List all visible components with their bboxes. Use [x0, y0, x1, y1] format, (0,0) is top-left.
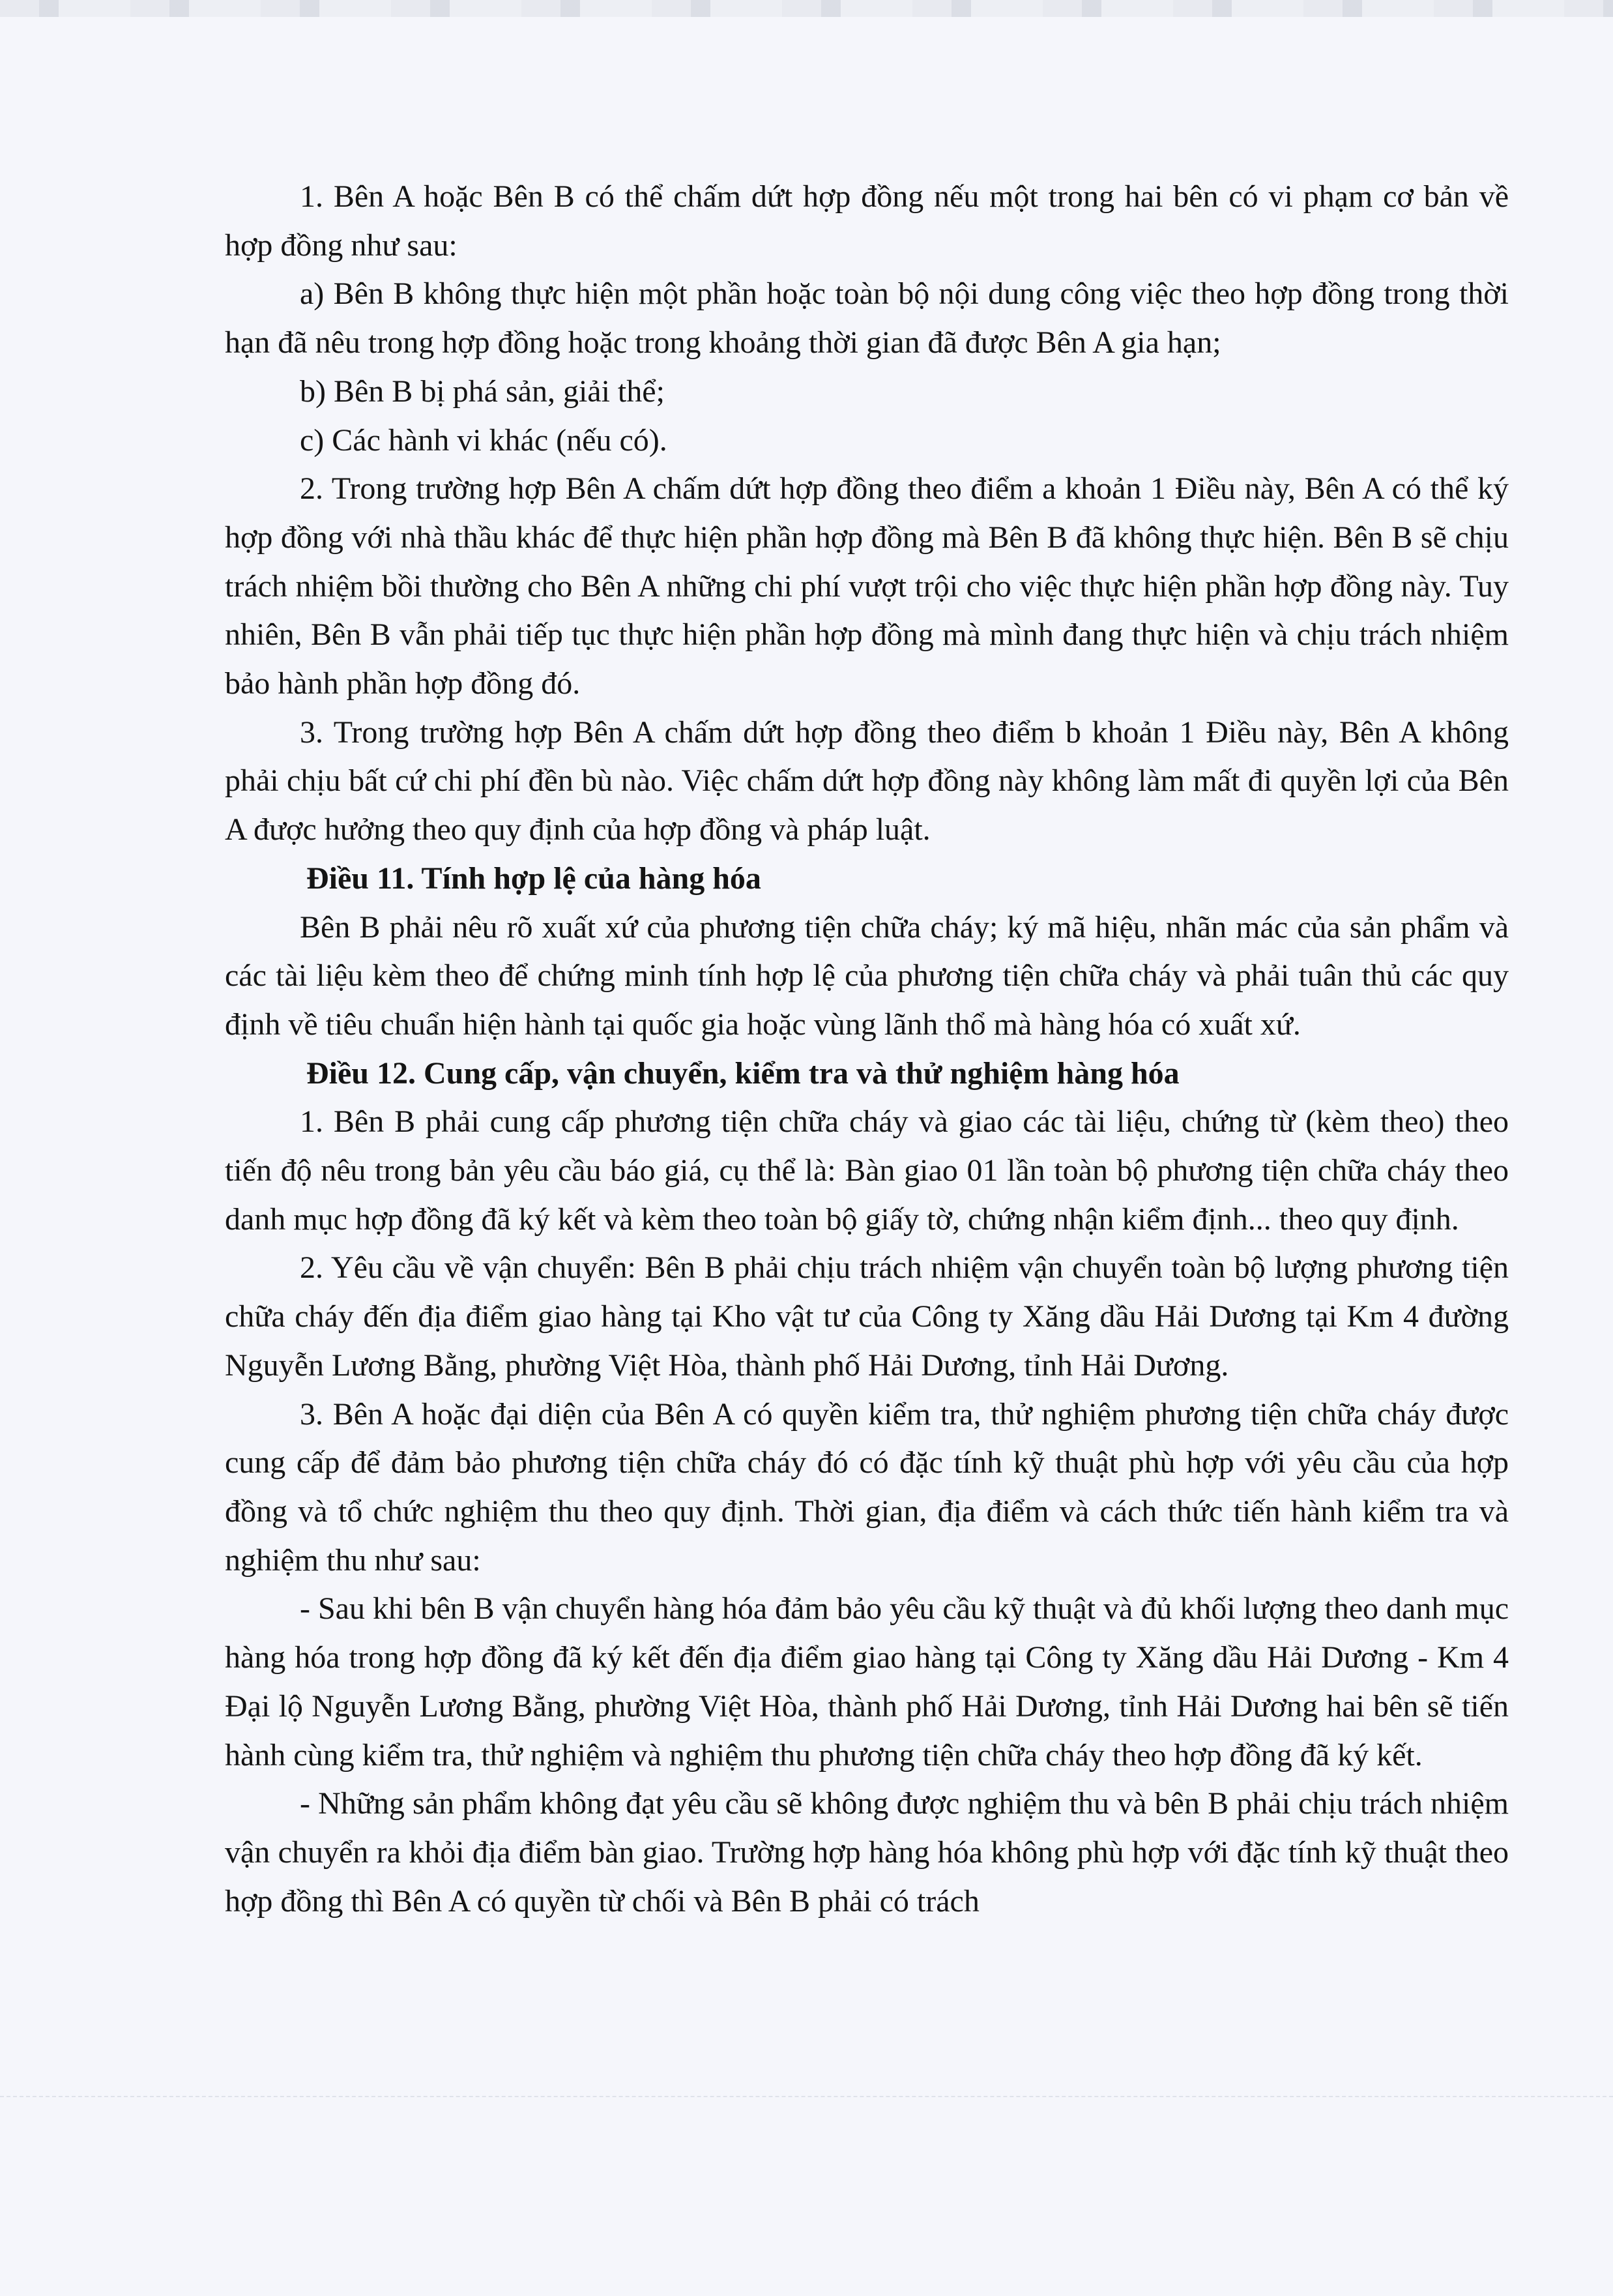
- article-heading: Điều 12. Cung cấp, vận chuyển, kiểm tra và thử nghiệm hàng hóa: [306, 1055, 1180, 1091]
- list-item: c) Các hành vi khác (nếu có).: [300, 422, 667, 458]
- paragraph: 1. Bên B phải cung cấp phương tiện chữa cháy và giao các tài liệu, chứng từ (kèm theo) theo tiến độ nêu trong bản yêu cầu báo giá, cụ thể là: Bàn giao 01 lần toàn bộ phương tiện chữa cháy theo danh mục hợp đồng đã ký kết và kèm theo toàn bộ giấy tờ, chứng nhận kiểm định... theo quy định.: [225, 1104, 1509, 1237]
- paragraph: 2. Yêu cầu về vận chuyển: Bên B phải chịu trách nhiệm vận chuyển toàn bộ lượng phương tiện chữa cháy đến địa điểm giao hàng tại Kho vật tư của Công ty Xăng dầu Hải Dương tại Km 4 đường Nguyễn Lương Bằng, phường Việt Hòa, thành phố Hải Dương, tỉnh Hải Dương.: [225, 1250, 1509, 1383]
- paragraph: 2. Trong trường hợp Bên A chấm dứt hợp đồng theo điểm a khoản 1 Điều này, Bên A có thể ký hợp đồng với nhà thầu khác để thực hiện phần hợp đồng mà Bên B đã không thực hiện. Bên B sẽ chịu trách nhiệm bồi thường cho Bên A những chi phí vượt trội cho việc thực hiện phần hợp đồng này. Tuy nhiên, Bên B vẫn phải tiếp tục thực hiện phần hợp đồng mà mình đang thực hiện và chịu trách nhiệm bảo hành phần hợp đồng đó.: [225, 471, 1509, 701]
- paragraph: 1. Bên A hoặc Bên B có thể chấm dứt hợp đồng nếu một trong hai bên có vi phạm cơ bản về hợp đồng như sau:: [225, 179, 1509, 263]
- scan-bottom-edge: [0, 2096, 1613, 2102]
- list-item: b) Bên B bị phá sản, giải thể;: [300, 374, 665, 409]
- paragraph: - Sau khi bên B vận chuyển hàng hóa đảm bảo yêu cầu kỹ thuật và đủ khối lượng theo danh mục hàng hóa trong hợp đồng đã ký kết đến địa điểm giao hàng tại Công ty Xăng dầu Hải Dương - Km 4 Đại lộ Nguyễn Lương Bằng, phường Việt Hòa, thành phố Hải Dương, tỉnh Hải Dương hai bên sẽ tiến hành cùng kiểm tra, thử nghiệm và nghiệm thu phương tiện chữa cháy theo hợp đồng đã ký kết.: [225, 1591, 1509, 1773]
- document-body: [225, 173, 1509, 1926]
- paragraph: - Những sản phẩm không đạt yêu cầu sẽ không được nghiệm thu và bên B phải chịu trách nhiệm vận chuyển ra khỏi địa điểm bàn giao. Trường hợp hàng hóa không phù hợp với đặc tính kỹ thuật theo hợp đồng thì Bên A có quyền từ chối và Bên B phải có trách: [225, 1786, 1509, 1919]
- paragraph: 3. Trong trường hợp Bên A chấm dứt hợp đồng theo điểm b khoản 1 Điều này, Bên A không phải chịu bất cứ chi phí đền bù nào. Việc chấm dứt hợp đồng này không làm mất đi quyền lợi của Bên A được hưởng theo quy định của hợp đồng và pháp luật.: [225, 714, 1509, 847]
- paragraph: a) Bên B không thực hiện một phần hoặc toàn bộ nội dung công việc theo hợp đồng trong thời hạn đã nêu trong hợp đồng hoặc trong khoảng thời gian đã được Bên A gia hạn;: [225, 276, 1509, 361]
- article-heading: Điều 11. Tính hợp lệ của hàng hóa: [306, 861, 761, 896]
- scan-top-edge: [0, 0, 1613, 17]
- paragraph: 3. Bên A hoặc đại diện của Bên A có quyền kiểm tra, thử nghiệm phương tiện chữa cháy được cung cấp để đảm bảo phương tiện chữa cháy đó có đặc tính kỹ thuật phù hợp với yêu cầu của hợp đồng và tổ chức nghiệm thu theo quy định. Thời gian, địa điểm và cách thức tiến hành kiểm tra và nghiệm thu như sau:: [225, 1396, 1509, 1578]
- paragraph: Bên B phải nêu rõ xuất xứ của phương tiện chữa cháy; ký mã hiệu, nhãn mác của sản phẩm và các tài liệu kèm theo để chứng minh tính hợp lệ của phương tiện chữa cháy và phải tuân thủ các quy định về tiêu chuẩn hiện hành tại quốc gia hoặc vùng lãnh thổ mà hàng hóa có xuất xứ.: [225, 909, 1509, 1042]
